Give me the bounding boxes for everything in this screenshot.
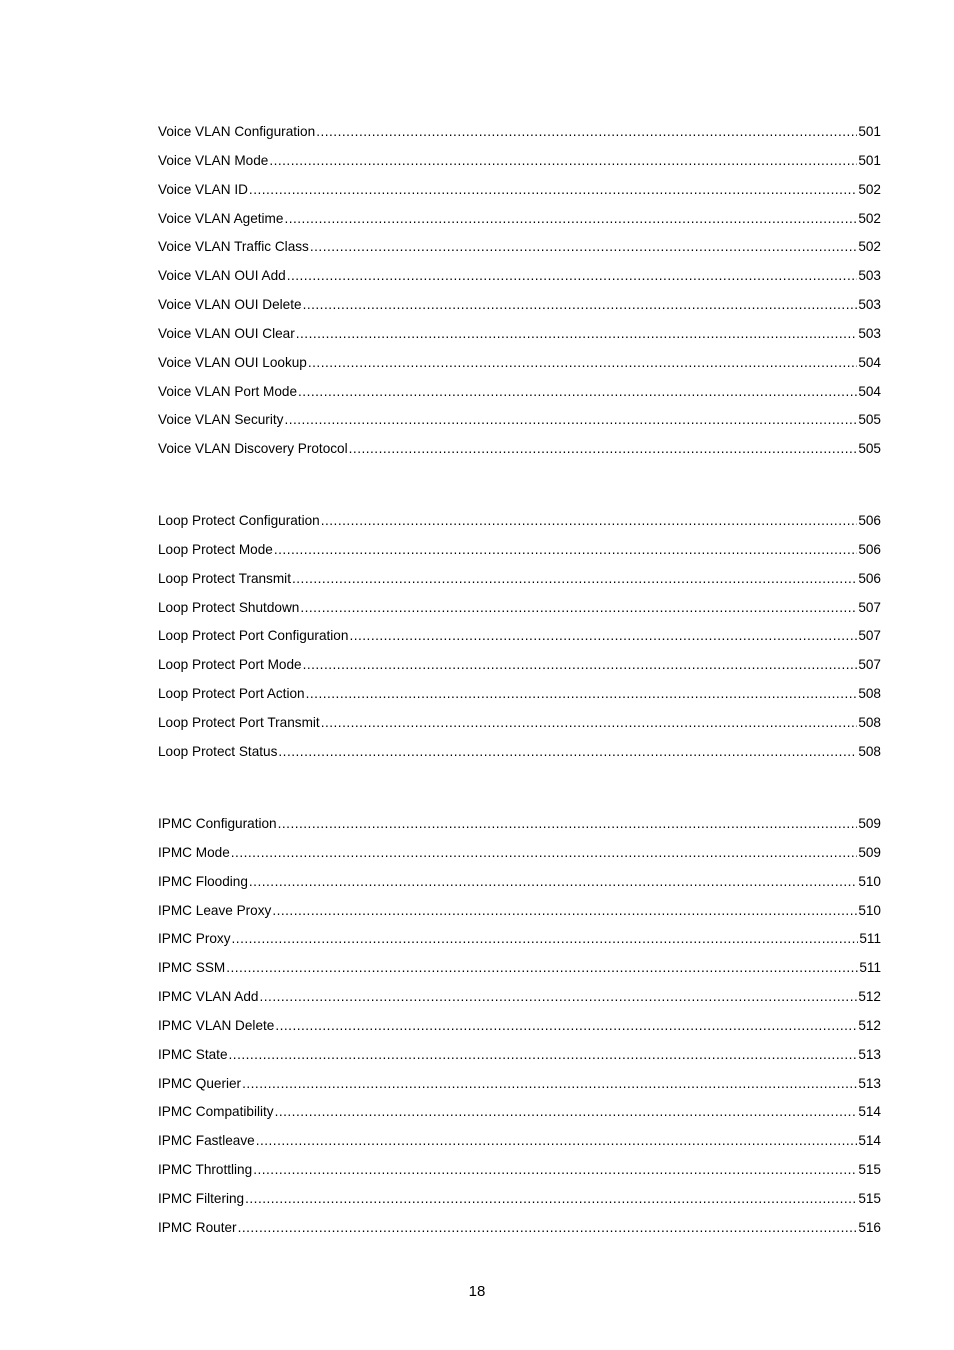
toc-entry-title: Voice VLAN Mode [158, 152, 269, 168]
toc-entry-title: Loop Protect Mode [158, 541, 273, 557]
toc-entry-page: 502 [858, 239, 881, 255]
toc-entry-title: IPMC Throttling [158, 1162, 253, 1178]
toc-dot-leader [278, 815, 858, 833]
toc-entry-page: 514 [858, 1133, 881, 1149]
toc-entry[interactable] [158, 1219, 881, 1248]
toc-entry[interactable] [158, 1190, 881, 1219]
toc-entry-page: 507 [858, 599, 881, 615]
toc-entry[interactable] [158, 930, 881, 959]
toc-entry-title: IPMC Querier [158, 1075, 242, 1091]
toc-entry-title: IPMC Configuration [158, 816, 277, 831]
toc-dot-leader [274, 541, 857, 559]
toc-entry-title: IPMC Router [158, 1219, 237, 1235]
toc-entry-title: Loop Protect Port Transmit [158, 714, 320, 730]
toc-entry[interactable] [158, 123, 881, 152]
toc-entry-page: 515 [858, 1190, 881, 1206]
toc-entry[interactable] [158, 815, 881, 844]
toc-entry-title: Loop Protect Port Mode [158, 657, 302, 673]
toc-entry[interactable] [158, 1103, 881, 1132]
toc-entry[interactable] [158, 570, 881, 599]
toc-dot-leader [249, 873, 857, 891]
toc-dot-leader [292, 570, 857, 588]
toc-entry[interactable] [158, 1161, 881, 1190]
toc-entry[interactable] [158, 743, 881, 772]
toc-entry[interactable] [158, 238, 881, 267]
toc-entry[interactable] [158, 152, 881, 181]
toc-entry[interactable] [158, 354, 881, 383]
toc-entry-page: 505 [858, 441, 881, 457]
toc-entry[interactable] [158, 685, 881, 714]
toc-entry-page: 512 [858, 1017, 881, 1033]
toc-entry-page: 501 [858, 152, 881, 168]
toc-entry-page: 502 [858, 181, 881, 197]
toc-entry-page: 506 [858, 513, 881, 528]
toc-entry-page: 501 [858, 124, 881, 139]
toc-entry-title: IPMC State [158, 1046, 228, 1062]
toc-entry-title: Voice VLAN Security [158, 412, 284, 428]
toc-dot-leader [321, 714, 858, 732]
toc-entry[interactable] [158, 902, 881, 931]
toc-entry-title: Loop Protect Configuration [158, 513, 320, 528]
toc-entry-title: Voice VLAN OUI Delete [158, 297, 302, 313]
toc-dot-leader [300, 599, 857, 617]
toc-dot-leader [303, 656, 858, 674]
toc-entry[interactable] [158, 1046, 881, 1075]
toc-dot-leader [275, 1017, 857, 1035]
toc-entry[interactable] [158, 267, 881, 296]
toc-dot-leader [253, 1161, 857, 1179]
toc-entry-title: IPMC Flooding [158, 873, 248, 889]
toc-entry-title: Loop Protect Port Configuration [158, 628, 349, 644]
toc-entry-page: 504 [858, 383, 881, 399]
toc-entry-title: IPMC SSM [158, 960, 226, 976]
toc-dot-leader [242, 1075, 857, 1093]
toc-entry[interactable] [158, 541, 881, 570]
toc-dot-leader [275, 1103, 858, 1121]
toc-entry-title: Voice VLAN Traffic Class [158, 239, 309, 255]
toc-entry[interactable] [158, 512, 881, 541]
toc-entry[interactable] [158, 873, 881, 902]
toc-entry-title: IPMC VLAN Delete [158, 1017, 275, 1033]
toc-entry-title: IPMC Proxy [158, 931, 231, 947]
toc-dot-leader [260, 988, 858, 1006]
toc-entry[interactable] [158, 1075, 881, 1104]
toc-entry-page: 507 [858, 628, 881, 644]
toc-dot-leader [310, 238, 857, 256]
toc-entry-title: IPMC VLAN Add [158, 989, 259, 1005]
toc-entry[interactable] [158, 1132, 881, 1161]
toc-entry-page: 513 [858, 1075, 881, 1091]
toc-dot-leader [284, 411, 857, 429]
toc-entry-title: IPMC Filtering [158, 1190, 245, 1206]
toc-entry-page: 502 [858, 210, 881, 226]
toc-entry[interactable] [158, 844, 881, 873]
toc-entry[interactable] [158, 411, 881, 440]
toc-dot-leader [316, 123, 857, 141]
toc-entry-page: 516 [858, 1219, 881, 1235]
toc-entry[interactable] [158, 959, 881, 988]
toc-entry-page: 503 [858, 268, 881, 284]
toc-entry[interactable] [158, 181, 881, 210]
toc-entry-page: 511 [859, 960, 881, 976]
toc-entry-title: Voice VLAN OUI Lookup [158, 354, 307, 370]
toc-entry-page: 511 [859, 931, 881, 947]
toc-entry[interactable] [158, 599, 881, 628]
toc-entry[interactable] [158, 210, 881, 239]
toc-entry-title: Voice VLAN Port Mode [158, 383, 298, 399]
toc-entry-title: Loop Protect Status [158, 743, 278, 759]
toc-dot-leader [349, 440, 858, 458]
toc-entry-page: 504 [858, 354, 881, 370]
toc-section [158, 123, 881, 469]
toc-dot-leader [349, 627, 857, 645]
toc-entry-title: Voice VLAN Configuration [158, 124, 316, 139]
toc-entry-page: 506 [858, 570, 881, 586]
toc-entry-title: Loop Protect Transmit [158, 570, 291, 586]
toc-entry-page: 508 [858, 686, 881, 702]
toc-section [158, 815, 881, 1248]
toc-entry-title: IPMC Fastleave [158, 1133, 255, 1149]
toc-entry-page: 503 [858, 297, 881, 313]
toc-dot-leader [226, 959, 858, 977]
toc-entry-page: 513 [858, 1046, 881, 1062]
toc-dot-leader [306, 685, 858, 703]
page-number: 18 [468, 1283, 486, 1300]
toc-dot-leader [231, 844, 858, 862]
toc-entry-page: 508 [858, 714, 881, 730]
toc-dot-leader [284, 210, 857, 228]
toc-entry-page: 510 [858, 873, 881, 889]
toc-entry[interactable] [158, 714, 881, 743]
toc-dot-leader [256, 1132, 858, 1150]
toc-entry-page: 505 [858, 412, 881, 428]
toc-entry-title: Voice VLAN ID [158, 181, 248, 197]
toc-entry-page: 510 [858, 902, 881, 918]
toc-dot-leader [308, 354, 857, 372]
toc-entry-page: 507 [858, 657, 881, 673]
toc-entry-page: 503 [858, 325, 881, 341]
toc-entry-title: Voice VLAN Agetime [158, 210, 284, 226]
toc-dot-leader [249, 181, 857, 199]
toc-entry-page: 514 [858, 1104, 881, 1120]
toc-dot-leader [269, 152, 857, 170]
toc-dot-leader [229, 1046, 858, 1064]
toc-dot-leader [245, 1190, 857, 1208]
toc-dot-leader [303, 296, 858, 314]
toc-entry-title: Loop Protect Port Action [158, 686, 305, 702]
toc-entry-page: 515 [858, 1162, 881, 1178]
toc-entry[interactable] [158, 325, 881, 354]
toc-entry-title: IPMC Mode [158, 844, 230, 860]
toc-dot-leader [232, 930, 859, 948]
toc-entry-title: IPMC Leave Proxy [158, 902, 272, 918]
toc-entry-page: 506 [858, 541, 881, 557]
toc-dot-leader [298, 383, 857, 401]
toc-dot-leader [287, 267, 858, 285]
toc-entry[interactable] [158, 440, 881, 469]
toc-entry-title: IPMC Compatibility [158, 1104, 274, 1120]
toc-entry-title: Voice VLAN Discovery Protocol [158, 441, 348, 457]
toc-entry-title: Voice VLAN OUI Add [158, 268, 286, 284]
toc-entry[interactable] [158, 296, 881, 325]
toc-entry-page: 508 [858, 743, 881, 759]
toc-entry[interactable] [158, 656, 881, 685]
toc-dot-leader [278, 743, 857, 761]
toc-entry-page: 509 [858, 816, 881, 831]
toc-dot-leader [321, 512, 858, 530]
toc-entry-title: Loop Protect Shutdown [158, 599, 300, 615]
toc-dot-leader [272, 902, 857, 920]
toc-entry[interactable] [158, 988, 881, 1017]
toc-section [158, 512, 881, 772]
toc-entry-page: 512 [858, 989, 881, 1005]
toc-entry[interactable] [158, 1017, 881, 1046]
toc-entry-title: Voice VLAN OUI Clear [158, 325, 295, 341]
toc-entry[interactable] [158, 383, 881, 412]
toc-entry-page: 509 [858, 844, 881, 860]
toc-dot-leader [238, 1219, 858, 1237]
toc-entry[interactable] [158, 627, 881, 656]
toc-dot-leader [296, 325, 858, 343]
